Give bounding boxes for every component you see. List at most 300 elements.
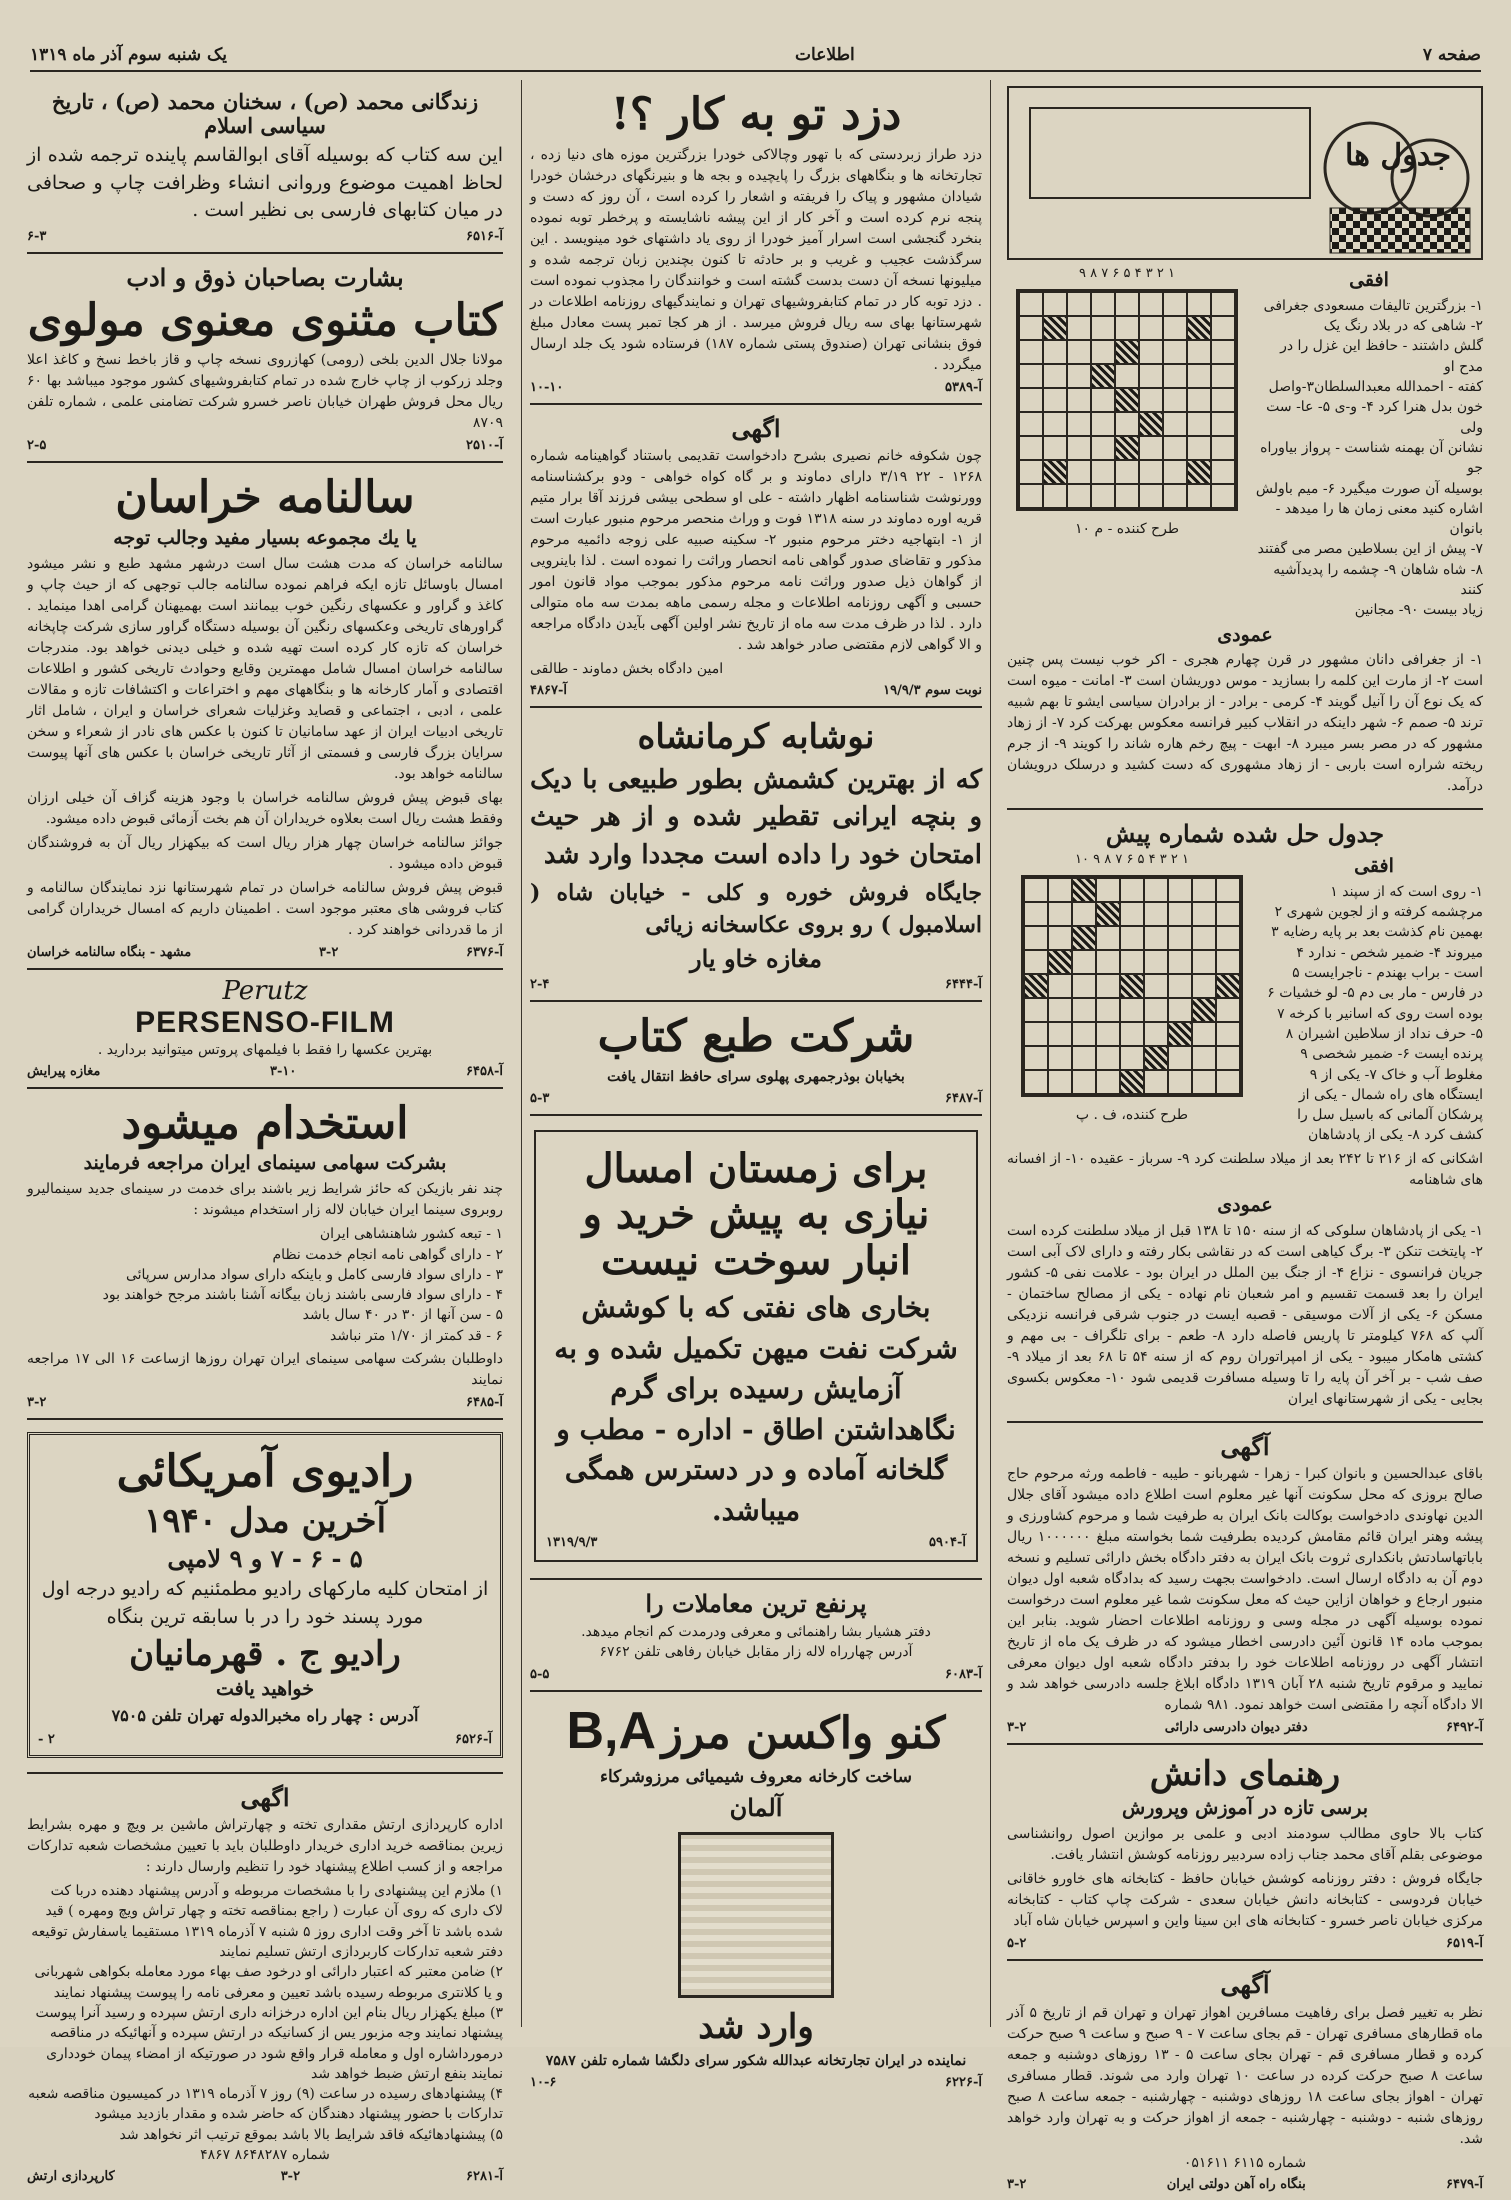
crossword-cell [1211, 436, 1235, 460]
polish-brand: B,A [566, 1701, 657, 1760]
radio-shop: رادیو ج . قهرمانیان [129, 1634, 401, 1675]
crossword-cell [1096, 1070, 1120, 1094]
railway-ref: آ-۶۴۷۹ [1446, 2177, 1483, 2192]
crossword-cell [1120, 1046, 1144, 1070]
khorasan-yearbook-ad [27, 463, 503, 969]
crossword-cell [1192, 998, 1216, 1022]
railway-code: شماره ۶۱۱۵ ۰۵۱۶۱۱ [1183, 2154, 1307, 2171]
inheritance-ref: آ-۴۸۶۷ [530, 683, 567, 699]
crossword-cell [1144, 950, 1168, 974]
crossword-cell [1048, 1046, 1072, 1070]
crossword-cell [1192, 974, 1216, 998]
crossword-cell [1139, 484, 1163, 508]
railway-sign: بنگاه راه آهن دولتی ایران [1166, 2177, 1306, 2192]
list-item: گلش داشتند - حافظ این غزل را در مدح او [1280, 338, 1483, 375]
print-company-ad [530, 1002, 982, 1116]
railway-title: آگهی [1220, 1970, 1270, 2000]
solved-across-list [1265, 882, 1483, 1146]
crossword-cell [1192, 950, 1216, 974]
crossword-cell [1216, 1046, 1240, 1070]
hiring-list [27, 1224, 503, 1346]
crossword-cell [1115, 388, 1139, 412]
crossword-cell [1115, 484, 1139, 508]
crossword-cell [1144, 1022, 1168, 1046]
raisin-number: ۲-۴ [530, 977, 550, 993]
crossword-cell [1072, 950, 1096, 974]
crossword-cell [1211, 292, 1235, 316]
court-notice-sign: دفتر دیوان دادرسی دارائی [1164, 1720, 1308, 1736]
crossword-cell [1187, 388, 1211, 412]
crossword-cell [1019, 412, 1043, 436]
books-footer [27, 229, 503, 244]
crossword-cell [1211, 412, 1235, 436]
crossword-cell [1211, 388, 1235, 412]
crossword-cell [1115, 364, 1139, 388]
crossword-cell [1096, 950, 1120, 974]
raisin-footer [530, 977, 982, 992]
inheritance-text: چون شکوفه خانم نصیری بشرح دادخواست تقدیمی باستناد گواهینامه شماره ۱۲۶۸ - ۲۲ ۳/۱۹ دارای دماوند و بر گاه کواه خواهی - ودو برکشناسنامه وورنوشت شناسنامه اظهار داشته - علی او سطحی بیشی فرزند آقا برار متیم قریه اوره دماوند در سنه ۱۳۱۸ فوت و وراث منحصر مرحوم منبور عبارت است از ۱- ابتهاجیه دختر مرحوم منبور ۲- سکینه صبیه علی زوجه دائمیه مرحوم مذکور و تقاضای صدور گواهی نامه انحصار وراثت را نموده است . لذا باینرویی از گواهان ذیل صدور وراثت نامه مرحوم مذکور بموجب مواد قانون امور حسبی و آگهی روزنامه اطلاعات و مجله رسمی ماهه بمدت سه ماه متوالی دارد . لذا در ظرف مدت سه ماه از تاریخ نشر اولین آگهی بآیدن دادگاه مراجعه و الا گواهی لازم مقتضی صادر خواهد شد . [530, 448, 982, 654]
page-number: صفحه ۷ [1422, 45, 1481, 65]
polish-tin-icon [678, 1832, 834, 1998]
khorasan-number: ۳-۲ [318, 944, 339, 960]
crossword-cell [1139, 412, 1163, 436]
down-text: ۱- از جغرافی دانان مشهور در قرن چهارم هجری - اکر خوب نیست پس چنین است ۲- از مارت این کلمه را بسازید - موس دوریشان است ۳- امانت - میوه است که یک نوع آن را آنیل گویند ۴- کرمی - برادر - از برادران سیاسی ایشو تا بهم شبیه ترند ۵- صمم ۶- شهر داینکه در انقلاب کبیر فرانسه معکوس بهرکت کرد ۷- از زهاد مشهور که در مصر بسر میبرد ۸- ابهت - پیچ رخم هاره شاند را کویند ۹- از جرم ریخته شراره است باربی - از زهاد مشهوری که دست کشید و درسلک درویشان درآمد. [1007, 652, 1484, 795]
crossword-cell [1019, 340, 1043, 364]
crossword-cell [1019, 364, 1043, 388]
solved-down-label: عمودی [1217, 1193, 1273, 1216]
heater-footer [546, 1535, 966, 1550]
list-item: بوسیله آن صورت میگیرد ۶- میم باولش [1255, 480, 1483, 497]
crossword-cell [1096, 902, 1120, 926]
crossword-cell [1091, 412, 1115, 436]
crossword-cell [1024, 926, 1048, 950]
crossword-cell [1067, 484, 1091, 508]
crossword-cell [1144, 926, 1168, 950]
crossword-cell [1120, 998, 1144, 1022]
polish-subtitle: ساخت کارخانه معروف شیمیائی مرزوشرکاء [599, 1767, 913, 1788]
radio-text: از امتحان کلیه مارکهای رادیو مطمئنیم که رادیو درجه اول مورد پسند خود را در با سابقه ترین بنگاه [41, 1578, 489, 1628]
list-item: پرشکان آلمانی که باسیل سل را [1297, 1107, 1483, 1124]
print-footer [530, 1091, 982, 1106]
crossword-cell [1120, 974, 1144, 998]
crossword-cell [1163, 364, 1187, 388]
list-item: ۴) پیشنهادهای رسیده در ساعت (۹) روز ۷ آذرماه ۱۳۱۹ در کمیسیون مناقصه شعبه تدارکات با حضور پیشنهاد دهندگان که حاضر شده و مقدار بازدید میشود [28, 2086, 503, 2123]
crossword-cell [1187, 364, 1211, 388]
film-number: ۳-۱۰ [270, 1063, 297, 1079]
masnavi-footer [27, 438, 503, 453]
crossword-cell [1187, 340, 1211, 364]
crossword-cell [1115, 460, 1139, 484]
crossword-cell [1168, 974, 1192, 998]
list-item: ۶ - قد کمتر از ۱/۷۰ متر نباشد [329, 1327, 503, 1344]
hiring-subtitle: بشرکت سهامی سینمای ایران مراجعه فرمایند [83, 1152, 447, 1175]
crossword-cell [1211, 340, 1235, 364]
crossword-cell [1091, 436, 1115, 460]
crossword-cell [1043, 388, 1067, 412]
perutz-film-ad [27, 970, 503, 1089]
crossword-cell [1187, 436, 1211, 460]
crossword-cell [1139, 292, 1163, 316]
masnavi-ad [27, 254, 503, 463]
crossword-cell [1211, 364, 1235, 388]
list-item: بهمین نام کذشت بعد بر پایه رضایه ۳ [1271, 924, 1483, 941]
danesh-ref: آ-۶۵۱۹ [1446, 1936, 1483, 1952]
crossword-cell [1192, 902, 1216, 926]
list-item: ۱- روی است که از سپند ۱ [1330, 883, 1483, 900]
list-item: ۵) پیشنهادهائیکه فاقد شرایط بالا باشد بموقع ترتیب اثر نخواهد شد [119, 2126, 503, 2143]
crossword-cell [1120, 1070, 1144, 1094]
court-notice [1007, 1423, 1483, 1746]
danesh-title: رهنمای دانش [1149, 1754, 1341, 1795]
army-code: شماره ۸۶۴۸۲۸۷ ۴۸۶۷ [200, 2147, 330, 2164]
crossword-cell [1120, 1022, 1144, 1046]
thief-title: دزد تو به کار ؟! [610, 89, 902, 140]
crossword-cell [1072, 926, 1096, 950]
trade-text: دفتر هشیار بشا راهنمائی و معرفی ودرمدت کم انجام میدهد. [581, 1624, 931, 1641]
crossword-grid [1016, 289, 1238, 511]
polish-title: کنو واکسن مرز [661, 1707, 946, 1759]
crossword-cell [1067, 292, 1091, 316]
crossword-cell [1091, 388, 1115, 412]
crossword-cell [1144, 974, 1168, 998]
crossword-cell [1216, 998, 1240, 1022]
film-text: بهترین عکسها را فقط با فیلمهای پروتس میتوانید بردارید . [97, 1041, 433, 1058]
crossword-cell [1072, 974, 1096, 998]
trade-title: پرنفع ترین معاملات را [645, 1589, 867, 1619]
army-text: اداره کارپردازی ارتش مقداری تخته و چهارتراش ماشین بر ویچ و مهره بشرایط زیرین بمناقصه خرید اداری خریدار داوطلبان باید با تعیین مشخصات شعبه تدارکات مراجعه و از کسب اطلاع پیشنهاد خود را تنظیم وارسال دارند : [27, 1817, 503, 1876]
list-item: ۳ - دارای سواد فارسی کامل و باینکه دارای سواد مدارس سرپائی [125, 1266, 503, 1283]
railway-footer [1007, 2177, 1483, 2192]
crossword-cell [1048, 926, 1072, 950]
books-ref: آ-۶۵۱۶ [466, 228, 503, 244]
print-ref: آ-۶۴۸۷ [945, 1090, 982, 1106]
crossword-illustration [1007, 86, 1483, 260]
list-item: پرنده ایست ۶- ضمیر شخصی ۹ [1300, 1046, 1483, 1063]
crossword-cell [1163, 316, 1187, 340]
radio-model: آخرین مدل ۱۹۴۰ [143, 1500, 387, 1541]
crossword-cell [1144, 878, 1168, 902]
list-item: کشف کرد ۸- یکی از پادشاهان [1307, 1127, 1483, 1144]
solved-caption: طرح کننده، ف . پ [1075, 1107, 1189, 1124]
down-label: عمودی [1217, 623, 1273, 646]
radio-lamps: ۵ - ۶ - ۷ و ۹ لامپی [167, 1543, 363, 1573]
danesh-number: ۵-۲ [1007, 1936, 1027, 1952]
crossword-cell [1096, 926, 1120, 950]
solved-row [1007, 852, 1483, 1146]
crossword-cell [1115, 340, 1139, 364]
court-notice-ref: آ-۶۴۹۲ [1446, 1720, 1483, 1736]
danesh-ad [1007, 1745, 1483, 1961]
crossword-cell [1043, 436, 1067, 460]
crossword-cell [1019, 292, 1043, 316]
list-item: میروند ۴- ضمیر شخص - ندارد ۴ [1296, 944, 1483, 961]
list-item: نشانن آن بهمنه شناست - پرواز بیاوراه جو [1260, 439, 1483, 477]
crossword-cell [1192, 926, 1216, 950]
crossword-cell [1216, 974, 1240, 998]
thief-number: ۱۰-۱۰ [530, 379, 564, 395]
crossword-cell [1216, 1022, 1240, 1046]
khorasan-text: سالنامه خراسان که مدت هشت سال است درشهر مشهد طبع و نشر میشود امسال باوسائل تازه ایکه فراهم نموده سالنامه جالب توجهی که از حیث چاپ و کاغذ و گراور و عکسهای رنگین خوب بیمانند است بهمیهنان گرامی اهدا مینماید . گراورهای تاریخی وعکسهای رنگین آن بوسیله دستگاه گراور سازی شرکت چاپخانه خراسان که تازه کار کرده است تهیه شده و خیلی دیدنی خواهد بود. مندرجات سالنامه خراسان امسال شامل مهمترین وقایع وحوادث تاریخی کشور و اطلاعات اقتصادی و آمار کارخانه ها و بنگاههای مهم و اختراعات و اکتشافات تازه و مقالات علمی ، ادبی ، اجتماعی و قصاید وغزلیات شعرای خراسان و ایران ، شامل اثار تاریخی ادبیات ایران از عهد سامانیان تا کنون با عکس های نادر از شعراء و سخن سرایان بزرگ فارسی و فسمتی از آثار تاریخی خراسان با عکس های آنها پیوست سالنامه خواهد بود. [27, 555, 503, 782]
crossword-cell [1168, 926, 1192, 950]
solved-across [1265, 852, 1483, 1146]
army-title: اگهی [240, 1782, 290, 1812]
raisin-ref: آ-۶۴۴۴ [945, 977, 982, 993]
crossword-cell [1043, 484, 1067, 508]
film-ref: آ-۶۴۵۸ [466, 1063, 503, 1079]
polish-ref: آ-۶۲۲۶ [945, 2075, 982, 2091]
army-list [27, 1881, 503, 2145]
crossword-cell [1187, 292, 1211, 316]
muhammad-books-ad [27, 80, 503, 254]
solved-title: جدول حل شده شماره پیش [1105, 819, 1385, 849]
raisin-title: نوشابه کرمانشاه [637, 717, 875, 758]
solved-grid-wrap [1007, 852, 1257, 1146]
danesh-shops: جایگاه فروش : دفتر روزنامه کوشش خیابان حافظ - کتابخانه های خاورو خاقانی خیابان فردوسی - کتابخانه دانش خیابان سعدی - شرکت چاپ کتاب - کتابخانه مرکزی خیابان ناصر خسرو - کتابخانه های ابن سینا واین و اسپرس خیابان شاه آباد [1007, 1871, 1483, 1930]
solved-across-label: افقی [1354, 855, 1394, 878]
crossword-cell [1024, 1070, 1048, 1094]
khorasan-prize: جوائز سالنامه خراسان چهار هزار ریال است که بیکهزار ریال آن به فروشندگان قبوض داده میشود . [27, 834, 503, 872]
crossword-cell [1091, 460, 1115, 484]
khorasan-note: قبوض پیش فروش سالنامه خراسان در تمام شهرستانها نزد نمایندگان سالنامه و کتاب فروشی های معتبر موجود است . اطمینان داریم که امسال خریداران گرامی از ما قدردانی خواهند کرد . [27, 879, 503, 938]
list-item: ۷- پیش از این بسلاطین مصر می گفتند [1257, 541, 1483, 558]
crossword-cell [1048, 1070, 1072, 1094]
masnavi-ref: آ-۲۵۱۰ [466, 438, 503, 454]
crossword-cell [1168, 1070, 1192, 1094]
crossword-cell [1067, 364, 1091, 388]
raisin-store: مغازه خاو یار [690, 944, 822, 974]
grid-caption: طرح کننده - م ۱۰ [1075, 521, 1179, 537]
crossword-cell [1067, 340, 1091, 364]
hiring-ref: آ-۶۴۸۵ [466, 1395, 503, 1411]
crossword-grid-wrap [1007, 266, 1247, 621]
list-item: مغلوط آب و خاک ۷- یکی از ۹ [1309, 1066, 1483, 1083]
crossword-cell [1216, 878, 1240, 902]
crossword-cell [1096, 1046, 1120, 1070]
radio-footer [38, 1732, 492, 1747]
army-sign: کارپردازی ارتش [27, 2169, 115, 2185]
faces-illustration-icon [1009, 88, 1481, 258]
crossword-cell [1120, 926, 1144, 950]
crossword-cell [1216, 902, 1240, 926]
crossword-cell [1048, 902, 1072, 926]
crossword-cell [1067, 316, 1091, 340]
crossword-cell [1091, 364, 1115, 388]
solved-grid [1021, 875, 1243, 1097]
print-number: ۵-۳ [530, 1090, 550, 1106]
crossword-cell [1187, 484, 1211, 508]
film-shop: مغازه پیرایش [27, 1063, 101, 1079]
crossword-cell [1072, 878, 1096, 902]
khorasan-subtitle: یا یك مجموعه بسیار مفید وجالب توجه [113, 526, 417, 549]
issue-date: یک شنبه سوم آذر ماه ۱۳۱۹ [30, 45, 227, 65]
danesh-footer [1007, 1936, 1483, 1951]
books-text: این سه کتاب که بوسیله آقای ابوالقاسم پاینده ترجمه شده از لحاظ اهمیت موضوع وروانی انشاء وظرافت چاپ و صحافی در میان کتابهای فارسی بی نظیر است . [27, 144, 503, 222]
crossword-block [1007, 80, 1483, 810]
crossword-cell [1120, 950, 1144, 974]
khorasan-footer [27, 945, 503, 960]
crossword-cell [1096, 974, 1120, 998]
masnavi-heading: بشارت بصاحبان ذوق و ادب [126, 262, 404, 292]
army-footer [27, 2169, 503, 2184]
solved-crossword-block [1007, 810, 1483, 1422]
grid-numbers: ۹ ۸ ۷ ۶ ۵ ۴ ۳ ۲ ۱ [1079, 266, 1175, 281]
newspaper-title: اطلاعات [795, 45, 855, 65]
crossword-cell [1019, 460, 1043, 484]
crossword-cell [1072, 902, 1096, 926]
crossword-cell [1048, 950, 1072, 974]
thief-text: دزد طراز زبردستی که با تهور وچالاکی خودرا بزرگترین موزه های دنیا زده ، تجارتخانه ها و بنگاههای بزرگ را پایچیده و بجه ها و بنیرنگهای درخشان خودرا شیادان مشهور و پیاک را فریفته و اشعار را کرده است ، آن روز که دست و پنجه نرم کرده است و آخر کار از این پیشه ناشایسته و پرخطر توبه نموده بنخرد گنجشی است اسرار آمیز خودرا از روی یاد داشتهای خود مینویسد . این سرگذشت عجیب و غریب و بر حادثه تا کنون بچندین زبان ترجمه شده و میلیونها نسخه آن دست بدست گشته است و خوانندگان را مجذوب نموده است . دزد توبه کار در تمام کتابفروشیهای تهران و نمایندگیهای روزنامه اطلاعات در شهرستانها بهای سه ریال فروش میرسد . از هر کجا تمبر پست معادل مبلغ فوق بنشانی تهران (صندوق پستی شماره ۱۸۷) فرستاده شود یک جلد ارسال میگردد . [530, 146, 983, 373]
middle-column [521, 80, 991, 2091]
crossword-cell [1067, 388, 1091, 412]
list-item: ۵- حرف نداد از سلاطین اشیران ۸ [1285, 1025, 1483, 1042]
list-item: اشاره کنید معنی زمان ها را میدهد - بانوان [1275, 500, 1483, 538]
polish-agent: نماینده در ایران تجارتخانه عبدالله شکور سرای دلگشا شماره تلفن ۷۵۸۷ [545, 2052, 967, 2069]
shoe-polish-ad [530, 1692, 982, 2098]
crossword-cell [1187, 460, 1211, 484]
raisin-shop: جایگاه فروش خوره و کلی - خیابان شاه ( اسلامبول ) رو بروی عکاسخانه زیائی [530, 879, 982, 938]
raisin-drink-ad [530, 708, 982, 1002]
army-tender-ad [27, 1774, 503, 2193]
crossword-cell [1139, 364, 1163, 388]
crossword-cell [1115, 316, 1139, 340]
crossword-cell [1072, 1022, 1096, 1046]
crossword-cell [1096, 878, 1120, 902]
across-label: افقی [1349, 269, 1389, 291]
heater-ref: آ-۵۹۰۴ [929, 1535, 966, 1551]
across-list [1255, 296, 1483, 621]
army-ref: آ-۶۲۸۱ [466, 2169, 503, 2185]
solved-across-tail: اشکانی که از ۲۱۶ تا ۲۴۲ بعد از میلاد سلطنت کرد ۹- سرباز - عقیده ۱۰- از افسانه های شاهنامه [1007, 1150, 1484, 1188]
radio-ad [27, 1420, 503, 1774]
hiring-foot: داوطلبان بشرکت سهامی سینمای ایران تهران روزها ازساعت ۱۶ الی ۱۷ مراجعه نمایند [27, 1351, 503, 1389]
crossword-cell [1091, 340, 1115, 364]
list-item: مرچشمه کرفته و از لجوین شهری ۲ [1274, 904, 1483, 921]
crossword-cell [1024, 998, 1048, 1022]
crossword-cell [1043, 460, 1067, 484]
polish-footer [530, 2075, 982, 2090]
left-column [19, 80, 511, 2185]
list-item: ۳) مبلغ یکهزار ریال بنام این اداره درخزانه داری ارتش سپرده و رسید آنرا پیوست پیشنهاد نمایند وجه مزبور یس از کسانیکه در ارتش سپرده و آنهائیکه در مناقصه درمورداشاره اول و معامله قرار واقع شود در صورتیکه از امضاء پیمان خودداری نمایند بنفع ارتش ضبط خواهد شد [35, 2004, 503, 2082]
inheritance-court: امین دادگاه بخش دماوند - طالقی [530, 661, 724, 678]
crossword-cell [1187, 316, 1211, 340]
crossword-cell [1192, 1046, 1216, 1070]
crossword-cell [1168, 878, 1192, 902]
crossword-cell [1115, 436, 1139, 460]
polish-number: ۱۰-۶ [530, 2075, 557, 2091]
right-column [999, 80, 1491, 2192]
crossword-cell [1043, 340, 1067, 364]
books-title: زندگانی محمد (ص) ، سخنان محمد (ص) ، تاریخ سیاسی اسلام [51, 89, 479, 139]
crossword-cell [1067, 412, 1091, 436]
crossword-cell [1139, 340, 1163, 364]
inheritance-date: نوبت سوم ۱۹/۹/۳ [883, 683, 982, 699]
crossword-cell [1192, 1070, 1216, 1094]
polish-arrived: وارد شد [698, 2006, 814, 2047]
hiring-footer [27, 1395, 503, 1410]
list-item: ۱ - تبعه کشور شاهنشاهی ایران [319, 1226, 503, 1243]
court-notice-title: آگهی [1220, 1431, 1270, 1461]
perutz-logo: Perutz [222, 975, 308, 1006]
list-item: ۱) ملازم این پیشنهادی را با مشخصات مربوطه و آدرس پیشنهاد دهنده دربا کت لاک داری که روی آن عبارت ( راجع بمناقصه تخته و چهار تراش ویچ ومهره ) قید شده باشد تا آخر وقت اداری روز ۵ شنبه ۷ آذرماه ۱۳۱۹ مستقیما یاسفارش توقیعه دفتر شعبه تدارکات کاربردازی ارتش تسلیم نمایند [31, 1883, 503, 1961]
radio-frame [27, 1432, 503, 1758]
list-item: کفته - احمدالله معبدالسلطان۳-واصل [1268, 379, 1483, 396]
danesh-subtitle: برسی تازه در آموزش وپرورش [1122, 1797, 1368, 1820]
radio-find: خواهید یافت [216, 1677, 314, 1700]
crossword-cell [1163, 340, 1187, 364]
trade-office-ad [530, 1580, 982, 1691]
masnavi-title: کتاب مثنوی معنوی مولوی [27, 294, 503, 346]
inheritance-notice [530, 405, 982, 709]
inheritance-footer [530, 683, 982, 698]
crossword-cell [1067, 436, 1091, 460]
crossword-cell [1192, 1022, 1216, 1046]
heater-text: بخاری های نفتی که با کوشش شرکت نفت میهن تکمیل شده و به آزمایش رسیده برای گرم نگاهداشتن اطاق - اداره - مطب و گلخانه آماده و در دسترس همگی میباشد. [554, 1290, 958, 1527]
trade-footer [530, 1667, 982, 1682]
khorasan-address: مشهد - بنگاه سالنامه خراسان [27, 944, 192, 960]
crossword-cell [1168, 998, 1192, 1022]
crossword-cell [1019, 436, 1043, 460]
crossword-cell [1048, 1022, 1072, 1046]
crossword-cell [1072, 998, 1096, 1022]
hiring-text: چند نفر بازیکن که حائز شرایط زیر باشند برای خدمت در سینمای جدید سینمالیرو روبروی سینما ایران خیابان لاله زار استخدام میشوند : [27, 1181, 503, 1219]
crossword-cell [1024, 974, 1048, 998]
books-number: ۶-۳ [27, 228, 47, 244]
masnavi-number: ۲-۵ [27, 438, 47, 454]
crossword-cell [1091, 292, 1115, 316]
print-text: بخیابان بوذرجمهری پهلوی سرای حافظ انتقال یافت [607, 1068, 905, 1085]
crossword-cell [1120, 902, 1144, 926]
court-notice-footer [1007, 1720, 1483, 1735]
list-item: ۱- بزرگترین تالیفات مسعودی جغرافی [1263, 297, 1483, 314]
crossword-cell [1216, 1070, 1240, 1094]
crossword-cell [1024, 878, 1048, 902]
crossword-cell [1096, 1022, 1120, 1046]
crossword-cell [1091, 316, 1115, 340]
crossword-cell [1216, 926, 1240, 950]
hiring-number: ۳-۲ [27, 1395, 47, 1411]
trade-ref: آ-۶۰۸۳ [945, 1666, 982, 1682]
crossword-cell [1043, 316, 1067, 340]
crossword-cell [1139, 316, 1163, 340]
list-item: ۸- شاه شاهان ۹- چشمه را پدیدآشیه کنند [1273, 561, 1483, 598]
crossword-cell [1091, 484, 1115, 508]
heater-ad [530, 1116, 982, 1581]
crossword-cell [1211, 460, 1235, 484]
radio-number: ۲ - [38, 1731, 55, 1747]
crossword-cell [1139, 460, 1163, 484]
crossword-cell [1043, 364, 1067, 388]
crossword-cell [1115, 292, 1139, 316]
thief-footer [530, 380, 982, 395]
crossword-cell [1048, 974, 1072, 998]
railway-number: ۳-۲ [1007, 2177, 1027, 2192]
crossword-cell [1144, 998, 1168, 1022]
crossword-cell [1024, 902, 1048, 926]
crossword-cell [1163, 460, 1187, 484]
crossword-cell [1163, 412, 1187, 436]
crossword-cell [1187, 412, 1211, 436]
list-item: است - براب بهندم - ناجرایست ۵ [1292, 965, 1483, 982]
hiring-title: استخدام میشود [121, 1097, 409, 1149]
court-notice-text: باقای عبدالحسین و بانوان کبرا - زهرا - شهربانو - طیبه - فاطمه ورثه مرحوم حاج صالح بروزی که محل سکونت آنها غیر معلوم است اطلاع داده میشود آقای جلال الدین نهاوندی دادخواست بوکالت بانک ایران به طرفیت شما و مرحوم کشاورزی و پیشه وهنر ایران قائم مقامش کردیده بطرفیت شما بخواسته مبلغ ۱۰۰۰۰۰۰ ریال باباتهاسادتش بانکداری ثروت بانک ایران به دفتر دادگاه بخش دارائی تسلیم و نسخه دوم آن به دادگاه ارسال است. دادخواست بجهت رسید که بدادگاه شعبه اول دیوان منبور ارجاع و خواهان ازاین حیث که معل سکونت شما غیر معلوم است درخواست نموده بوسیله آگهی در مجله وسی و روزنامه اطلاعات احضار شوید. بنابر این بموجب ماده ۱۴ قانون آئین دادرسی اخطار میشود که در ظرف یک ماه از تاریخ انتشار آگهی در روزنامه اطلاعات خود را بدفتر دادگاه شعبه اول دیوان معرفی نمایید و مرقوم تاریخ شنبه ۲۸ آبان ۱۳۱۹ دادگاه ابلاغ جلسه دادرسی خواهد شد و الا دادگاه آنچه را مقتضی است خواهد نمود. ۹۸۱ شماره [1007, 1466, 1484, 1714]
raisin-text: که از بهترین کشمش بطور طبیعی با دیک و بنچه ایرانی تقطیر شده و از هر حیث امتحان خود را داده است مجددا وارد شد [530, 764, 982, 870]
radio-ref: آ-۶۵۲۶ [455, 1731, 492, 1747]
crossword-cell [1048, 878, 1072, 902]
crossword-cell [1043, 292, 1067, 316]
page-header [30, 40, 1481, 72]
crossword-cell [1043, 412, 1067, 436]
list-item: ایستگاه های راه شمال - یکی از [1298, 1086, 1483, 1103]
